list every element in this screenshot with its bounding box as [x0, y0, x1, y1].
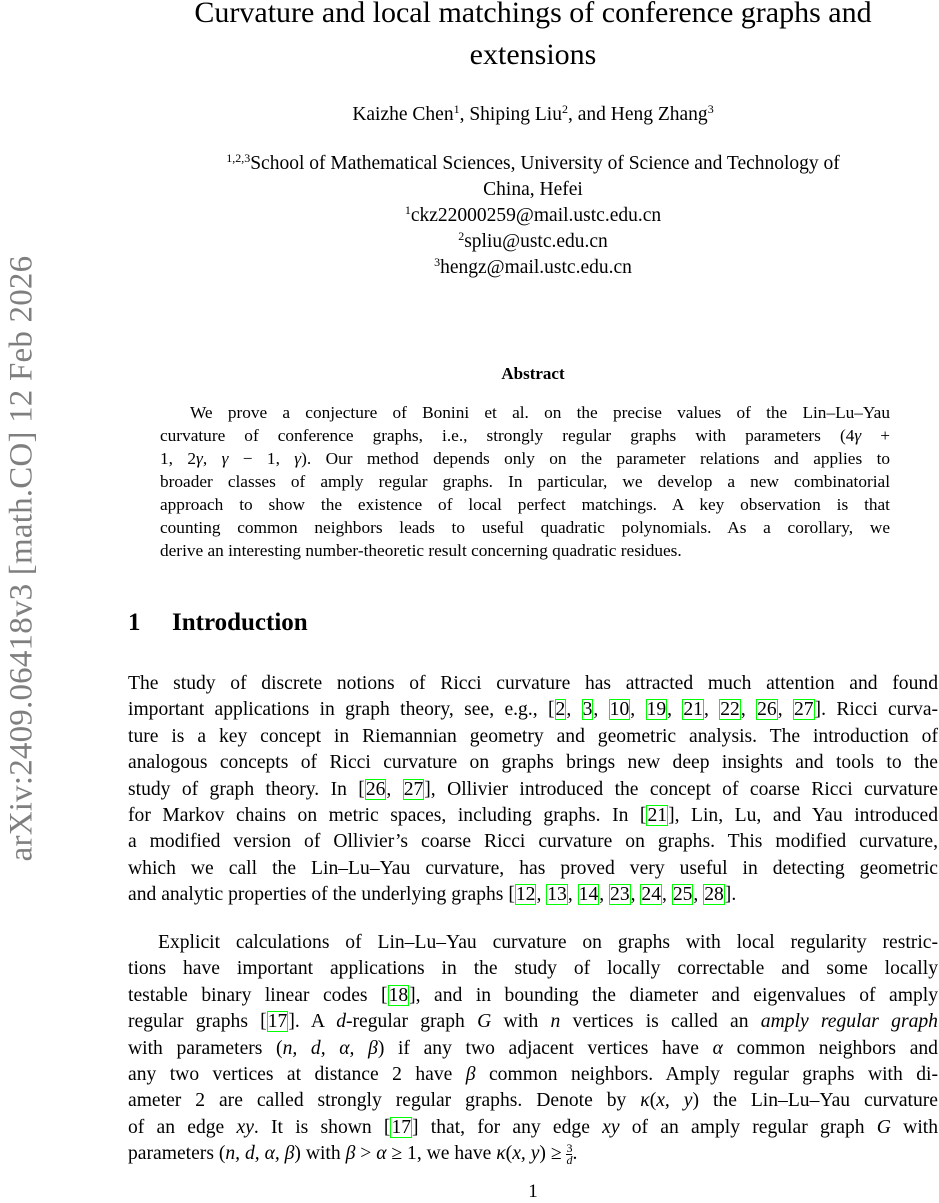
- citation-link[interactable]: 17: [391, 1116, 412, 1138]
- affiliation-line: China, Hefei: [483, 179, 583, 200]
- text-span: ], and in bounding the diameter and eigenvalues of amply: [409, 984, 938, 1006]
- text-span: ], Ollivier introduced the concept of coarse Ricci curvature: [424, 778, 938, 800]
- math-italic: γ: [221, 449, 229, 468]
- math-italic: β: [465, 1064, 476, 1086]
- author-name: Shiping Liu: [469, 104, 562, 125]
- text-line: [128, 1062, 938, 1088]
- text-line: [160, 516, 890, 539]
- citation-link[interactable]: 22: [720, 699, 740, 721]
- denominator: d: [566, 1153, 573, 1168]
- section-title: Introduction: [172, 609, 308, 636]
- text-line: [160, 539, 890, 562]
- text-span: ]. A: [288, 1011, 337, 1033]
- citation-link[interactable]: 14: [578, 884, 599, 906]
- text-span: 1, 2: [160, 449, 197, 468]
- text-line: [160, 493, 890, 516]
- title-line: Curvature and local matchings of conference graphs and: [194, 0, 872, 29]
- text-span: with parameters (: [128, 1037, 283, 1059]
- text-span: counting common neighbors leads to useful quadratic polynomials. As a corollary, we: [160, 518, 890, 537]
- author-affil-mark: 2: [561, 102, 568, 116]
- author-separator: , and: [567, 104, 611, 125]
- text-span: Explicit calculations of Lin–Lu–Yau curvature on graphs with local regularity restric-: [158, 932, 938, 953]
- text-span: any two vertices at distance 2 have: [128, 1064, 466, 1086]
- citation-link[interactable]: 18: [388, 984, 409, 1006]
- affiliation-block: [128, 151, 938, 281]
- text-span: regular graphs [: [128, 1011, 267, 1033]
- text-span: ,: [567, 884, 578, 906]
- text-span: derive an interesting number-theoretic result concerning quadratic residues.: [160, 541, 682, 560]
- text-span: ,: [630, 884, 641, 906]
- numerator: 3: [566, 1141, 573, 1156]
- email-address: ckz22000259@mail.ustc.edu.cn: [410, 205, 662, 226]
- text-span: study of graph theory. In [: [128, 778, 365, 800]
- citation-link[interactable]: 2: [555, 699, 566, 721]
- text-line: [128, 697, 938, 723]
- author-affil-mark: 1: [453, 102, 460, 116]
- page-number: 1: [528, 1181, 538, 1202]
- text-line: [128, 930, 938, 956]
- text-line: [128, 724, 938, 750]
- text-span: ,: [566, 699, 582, 721]
- text-span: ). Our method depends only on the parameter relations and applies to: [301, 449, 891, 468]
- text-span: ,: [703, 699, 720, 721]
- text-span: ) ≥: [539, 1143, 567, 1165]
- math-italic: amply regular graph: [760, 1011, 938, 1033]
- math-italic: n, d, α, β: [282, 1037, 378, 1059]
- text-line: [128, 750, 938, 776]
- text-span: >: [355, 1143, 377, 1165]
- text-span: with: [491, 1011, 551, 1033]
- affil-mark: 1,2,3: [226, 151, 251, 165]
- text-span: ameter 2 are called strongly regular graphs. Denote by: [128, 1090, 641, 1112]
- math-italic: γ: [294, 449, 302, 468]
- text-line: [128, 956, 938, 982]
- citation-link[interactable]: 27: [793, 699, 814, 721]
- text-span: approach to show the existence of local perfect matchings. A key observation is that: [160, 495, 890, 514]
- citation-link[interactable]: 21: [647, 805, 668, 827]
- text-span: ,: [202, 449, 222, 468]
- text-span: important applications in graph theory, see, e.g., [: [128, 699, 555, 721]
- citation-link[interactable]: 28: [704, 884, 724, 906]
- text-line: [128, 777, 938, 803]
- text-span: analogous concepts of Ricci curvature on graphs brings new deep insights and tools to the: [128, 752, 938, 774]
- math-italic: n, d, α, β: [225, 1143, 295, 1165]
- email: [128, 203, 938, 229]
- citation-link[interactable]: 21: [683, 699, 703, 721]
- citation-link[interactable]: 3: [582, 699, 593, 721]
- email-mark: 1: [404, 203, 411, 217]
- text-span: and analytic properties of the underlying graphs [: [128, 884, 515, 906]
- arxiv-side-label: arXiv:2409.06418v3 [math.CO] 12 Feb 2026: [3, 255, 40, 862]
- text-span: ,: [599, 884, 610, 906]
- text-span: ,: [386, 778, 403, 800]
- text-span: . It is shown [: [253, 1116, 391, 1138]
- paper-title: [128, 0, 938, 76]
- text-span: (: [649, 1090, 657, 1112]
- text-span: of an amply regular graph: [619, 1116, 877, 1138]
- citation-link[interactable]: 17: [267, 1011, 288, 1033]
- text-line: [128, 882, 938, 908]
- text-span: a modified version of Ollivier’s coarse Ricci curvature on graphs. This modified curvature,: [128, 831, 938, 853]
- email-address: spliu@ustc.edu.cn: [464, 231, 608, 252]
- text-line: [128, 1036, 938, 1062]
- email: [128, 255, 938, 281]
- math-italic: α: [712, 1037, 723, 1059]
- math-italic: β: [345, 1143, 356, 1165]
- text-span: ,: [593, 699, 609, 721]
- citation-link[interactable]: 23: [610, 884, 630, 906]
- math-italic: xy: [236, 1116, 254, 1138]
- math-italic: xy: [602, 1116, 620, 1138]
- text-span: testable binary linear codes [: [128, 984, 388, 1006]
- text-span: with: [890, 1116, 939, 1138]
- citation-link[interactable]: 24: [641, 884, 662, 906]
- text-span: ,: [667, 699, 683, 721]
- text-span: ,: [777, 699, 793, 721]
- text-span: .: [572, 1143, 578, 1165]
- citation-link[interactable]: 26: [365, 778, 386, 800]
- text-line: [160, 470, 890, 493]
- citation-link[interactable]: 19: [646, 699, 667, 721]
- intro-paragraph-2: [128, 930, 938, 1168]
- math-italic: d: [336, 1011, 346, 1033]
- text-span: of an edge: [128, 1116, 237, 1138]
- text-line: [128, 829, 938, 855]
- text-line: [160, 447, 890, 470]
- title-line: extensions: [469, 38, 597, 71]
- text-line: [128, 1009, 938, 1035]
- email-mark: 3: [434, 255, 441, 269]
- text-line: [160, 401, 890, 424]
- math-italic: γ: [854, 426, 862, 445]
- citation-link[interactable]: 26: [757, 699, 777, 721]
- text-span: which we call the Lin–Lu–Yau curvature, has proved very useful in detecting geometric: [128, 857, 938, 879]
- citation-link[interactable]: 13: [547, 884, 567, 906]
- math-italic: κ: [640, 1090, 650, 1112]
- text-span: vertices is called an: [560, 1011, 761, 1033]
- math-italic: κ: [496, 1143, 506, 1165]
- text-span: -regular graph: [345, 1011, 478, 1033]
- text-span: parameters (: [128, 1143, 226, 1165]
- text-span: ) if any two adjacent vertices have: [377, 1037, 713, 1059]
- math-italic: x, y: [512, 1143, 540, 1165]
- text-span: − 1,: [228, 449, 295, 468]
- citation-link[interactable]: 10: [609, 699, 630, 721]
- math-italic: α: [376, 1143, 387, 1165]
- text-span: (: [505, 1143, 513, 1165]
- citation-link[interactable]: 12: [515, 884, 536, 906]
- section-number: 1: [128, 609, 141, 636]
- text-span: ], Lin, Lu, and Yau introduced: [668, 805, 938, 827]
- math-italic: G: [876, 1116, 891, 1138]
- text-line: [128, 671, 938, 697]
- text-span: common neighbors and: [722, 1037, 938, 1059]
- text-span: curvature of conference graphs, i.e., strongly regular graphs with parameters (4: [160, 426, 855, 445]
- section-heading: [128, 609, 308, 637]
- author-affil-mark: 3: [707, 102, 714, 116]
- text-span: ≥ 1, we have: [386, 1143, 497, 1165]
- text-line: [128, 803, 938, 829]
- affiliation-line: School of Mathematical Sciences, University of Science and Technology of: [250, 153, 840, 174]
- citation-link[interactable]: 27: [403, 778, 424, 800]
- text-line: [128, 983, 938, 1009]
- text-span: ,: [536, 884, 547, 906]
- text-span: ,: [740, 699, 757, 721]
- citation-link[interactable]: 25: [672, 884, 693, 906]
- text-span: for Markov chains on metric spaces, including graphs. In [: [128, 805, 647, 827]
- abstract-body: [160, 401, 890, 562]
- text-span: ,: [630, 699, 646, 721]
- text-line: [160, 424, 890, 447]
- text-span: ,: [662, 884, 672, 906]
- text-span: The study of discrete notions of Ricci curvature has attracted much attention and found: [128, 673, 938, 694]
- intro-paragraph-1: [128, 671, 938, 909]
- author-name: Kaizhe Chen: [352, 104, 454, 125]
- text-span: ] that, for any edge: [412, 1116, 603, 1138]
- text-span: common neighbors. Amply regular graphs with di-: [475, 1064, 938, 1086]
- text-span: We prove a conjecture of Bonini et al. on the precise values of the Lin–Lu–Yau: [190, 403, 890, 422]
- text-span: ].: [724, 884, 737, 906]
- text-line: [128, 1088, 938, 1114]
- math-italic: G: [477, 1011, 492, 1033]
- text-line: [128, 856, 938, 882]
- text-line: [128, 1141, 938, 1167]
- math-italic: n: [550, 1011, 561, 1033]
- text-span: ]. Ricci curva-: [814, 699, 939, 721]
- author-list: [128, 104, 938, 126]
- math-italic: x, y: [656, 1090, 693, 1112]
- email-address: hengz@mail.ustc.edu.cn: [440, 257, 632, 278]
- text-span: tions have important applications in the study of locally correctable and some locally: [128, 958, 938, 980]
- text-span: broader classes of amply regular graphs. In particular, we develop a new combinatorial: [160, 472, 890, 491]
- abstract-heading: Abstract: [501, 364, 565, 383]
- text-span: ture is a key concept in Riemannian geometry and geometric analysis. The introduction of: [128, 725, 938, 747]
- email-mark: 2: [458, 229, 465, 243]
- text-span: ) the Lin–Lu–Yau curvature: [692, 1090, 938, 1112]
- text-span: ) with: [294, 1143, 346, 1165]
- email: [128, 229, 938, 255]
- text-span: ,: [693, 884, 704, 906]
- text-span: +: [861, 426, 890, 445]
- text-line: [128, 1115, 938, 1141]
- author-name: Heng Zhang: [610, 104, 708, 125]
- author-separator: ,: [459, 104, 470, 125]
- math-italic: γ: [196, 449, 203, 468]
